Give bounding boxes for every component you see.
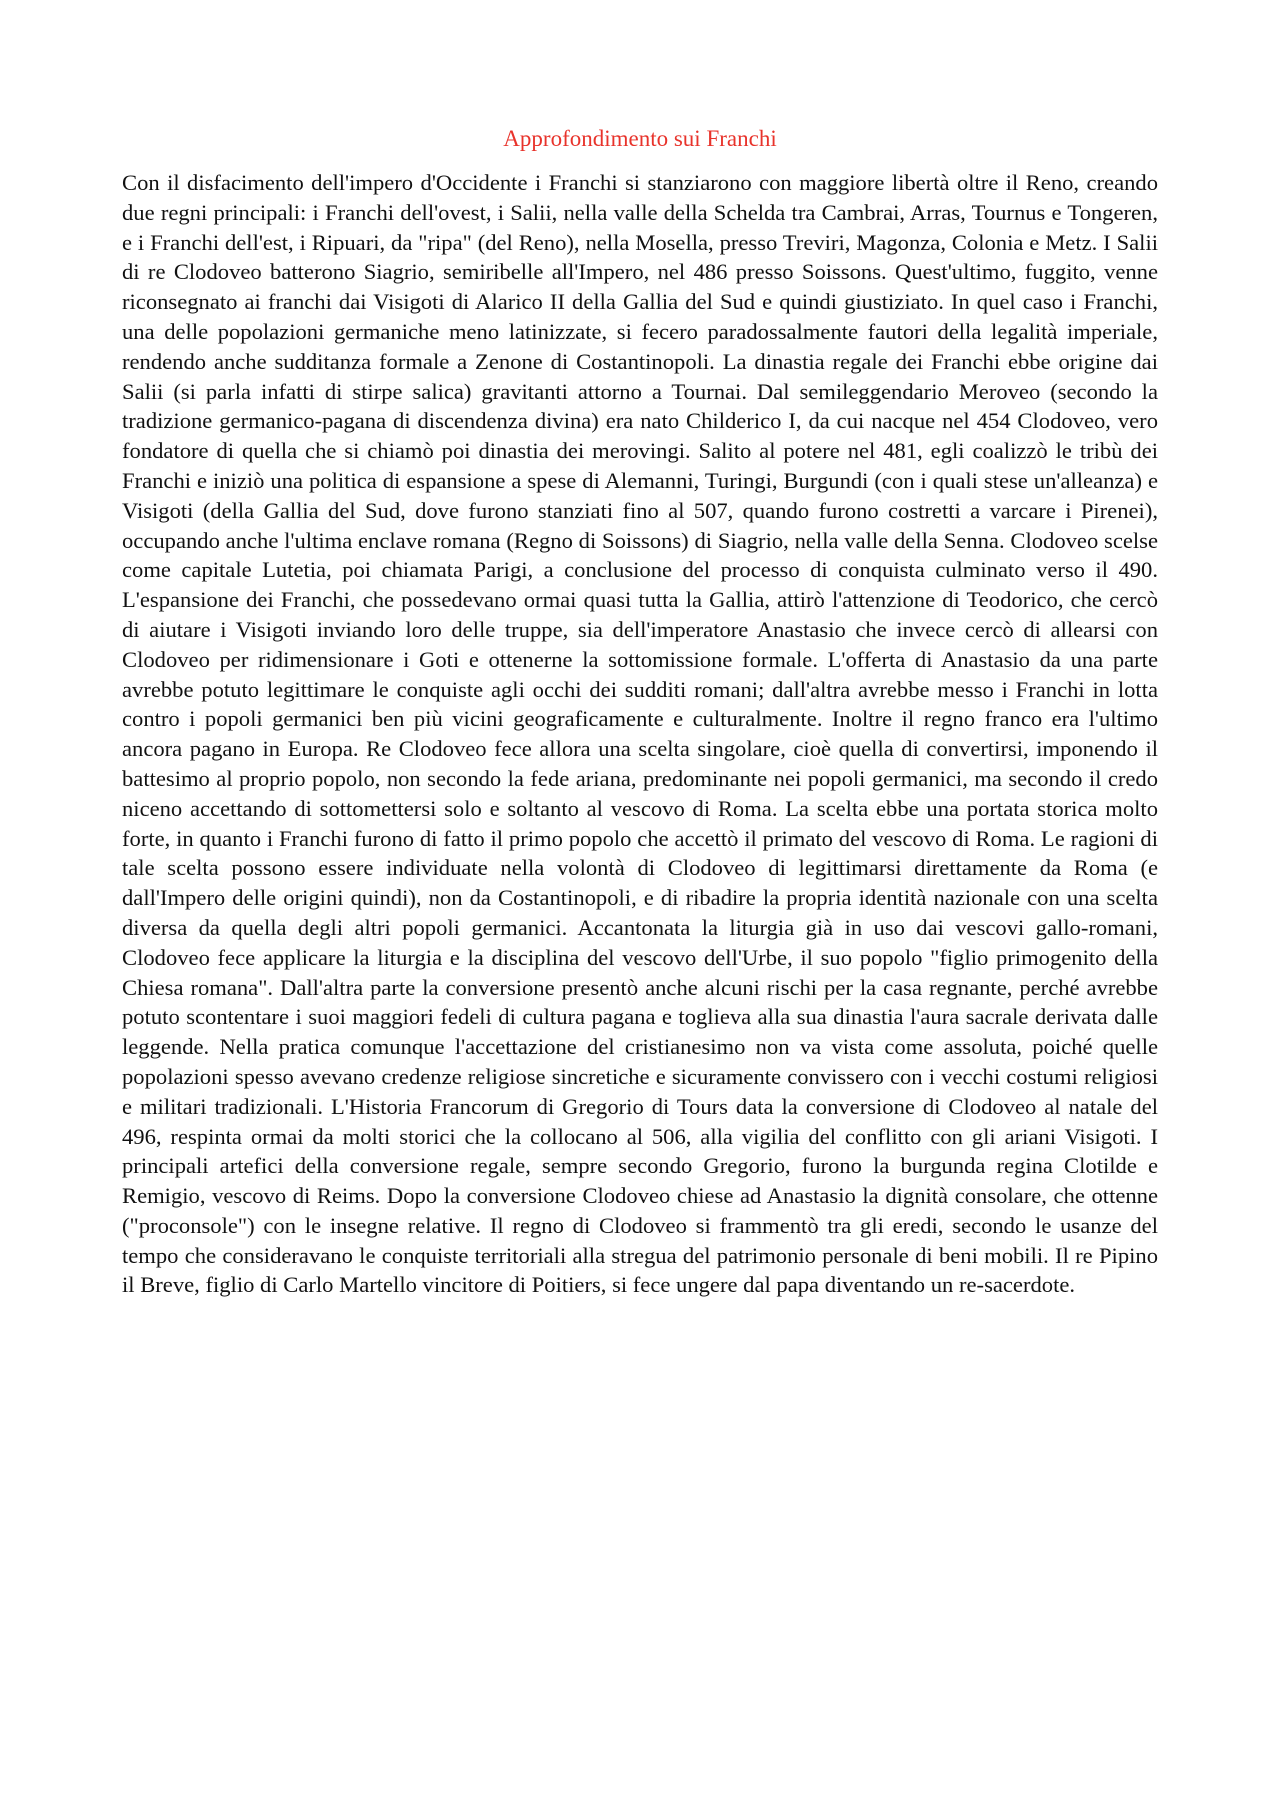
document-body-paragraph: Con il disfacimento dell'impero d'Occidente i Franchi si stanziarono con maggiore libertà oltre il Reno, creando due regni principali: i Franchi dell'ovest, i Salii, nella valle della Schelda tra Cambrai, Arras, Tournus e Tongeren, e i Franchi dell'est, i Ripuari, da "ripa" (del Reno), nella Mosella, presso Treviri, Magonza, Colonia e Metz. I Salii di re Clodoveo batterono Siagrio, semiribelle all'Impero, nel 486 presso Soissons. Quest'ultimo, fuggito, venne riconsegnato ai franchi dai Visigoti di Alarico II della Gallia del Sud e quindi giustiziato. In quel caso i Franchi, una delle popolazioni germaniche meno latinizzate, si fecero paradossalmente fautori della legalità imperiale, rendendo anche sudditanza formale a Zenone di Costantinopoli. La dinastia regale dei Franchi ebbe origine dai Salii (si parla infatti di stirpe salica) gravitanti attorno a Tournai. Dal semileggendario Meroveo (secondo la tradizione germanico-pagana di discendenza divina) era nato Childerico I, da cui nacque nel 454 Clodoveo, vero fondatore di quella che si chiamò poi dinastia dei merovingi. Salito al potere nel 481, egli coalizzò le tribù dei Franchi e iniziò una politica di espansione a spese di Alemanni, Turingi, Burgundi (con i quali stese un'alleanza) e Visigoti (della Gallia del Sud, dove furono stanziati fino al 507, quando furono costretti a varcare i Pirenei), occupando anche l'ultima enclave romana (Regno di Soissons) di Siagrio, nella valle della Senna. Clodoveo scelse come capitale Lutetia, poi chiamata Parigi, a conclusione del processo di conquista culminato verso il 490. L'espansione dei Franchi, che possedevano ormai quasi tutta la Gallia, attirò l'attenzione di Teodorico, che cercò di aiutare i Visigoti inviando loro delle truppe, sia dell'imperatore Anastasio che invece cercò di allearsi con Clodoveo per ridimensionare i Goti e ottenerne la sottomissione formale. L'offerta di Anastasio da una parte avrebbe potuto legittimare le conquiste agli occhi dei sudditi romani; dall'altra avrebbe messo i Franchi in lotta contro i popoli germanici ben più vicini geograficamente e culturalmente. Inoltre il regno franco era l'ultimo ancora pagano in Europa. Re Clodoveo fece allora una scelta singolare, cioè quella di convertirsi, imponendo il battesimo al proprio popolo, non secondo la fede ariana, predominante nei popoli germanici, ma secondo il credo niceno accettando di sottomettersi solo e soltanto al vescovo di Roma. La scelta ebbe una portata storica molto forte, in quanto i Franchi furono di fatto il primo popolo che accettò il primato del vescovo di Roma. Le ragioni di tale scelta possono essere individuate nella volontà di Clodoveo di legittimarsi direttamente da Roma (e dall'Impero delle origini quindi), non da Costantinopoli, e di ribadire la propria identità nazionale con una scelta diversa da quella degli altri popoli germanici. Accantonata la liturgia già in uso dai vescovi gallo-romani, Clodoveo fece applicare la liturgia e la disciplina del vescovo dell'Urbe, il suo popolo "figlio primogenito della Chiesa romana". Dall'altra parte la conversione presentò anche alcuni rischi per la casa regnante, perché avrebbe potuto scontentare i suoi maggiori fedeli di cultura pagana e toglieva alla sua dinastia l'aura sacrale derivata dalle leggende. Nella pratica comunque l'accettazione del cristianesimo non va vista come assoluta, poiché quelle popolazioni spesso avevano credenze religiose sincretiche e sicuramente convissero con i vecchi costumi religiosi e militari tradizionali. L'Historia Francorum di Gregorio di Tours data la conversione di Clodoveo al natale del 496, respinta ormai da molti storici che la collocano al 506, alla vigilia del conflitto con gli ariani Visigoti. I principali artefici della conversione regale, sempre secondo Gregorio, furono la burgunda regina Clotilde e Remigio, vescovo di Reims. Dopo la conversione Clodoveo chiese ad Anastasio la dignità consolare, che ottenne ("proconsole") con le insegne relative. Il regno di Clodoveo si frammentò tra gli eredi, secondo le usanze del tempo che consideravano le conquiste territoriali alla stregua del patrimonio personale di beni mobili. Il re Pipino il Breve, figlio di Carlo Martello vincitore di Poitiers, si fece ungere dal papa diventando un re-sacerdote. — [122, 170, 1158, 1298]
document-title: Approfondimento sui Franchi — [503, 126, 777, 151]
